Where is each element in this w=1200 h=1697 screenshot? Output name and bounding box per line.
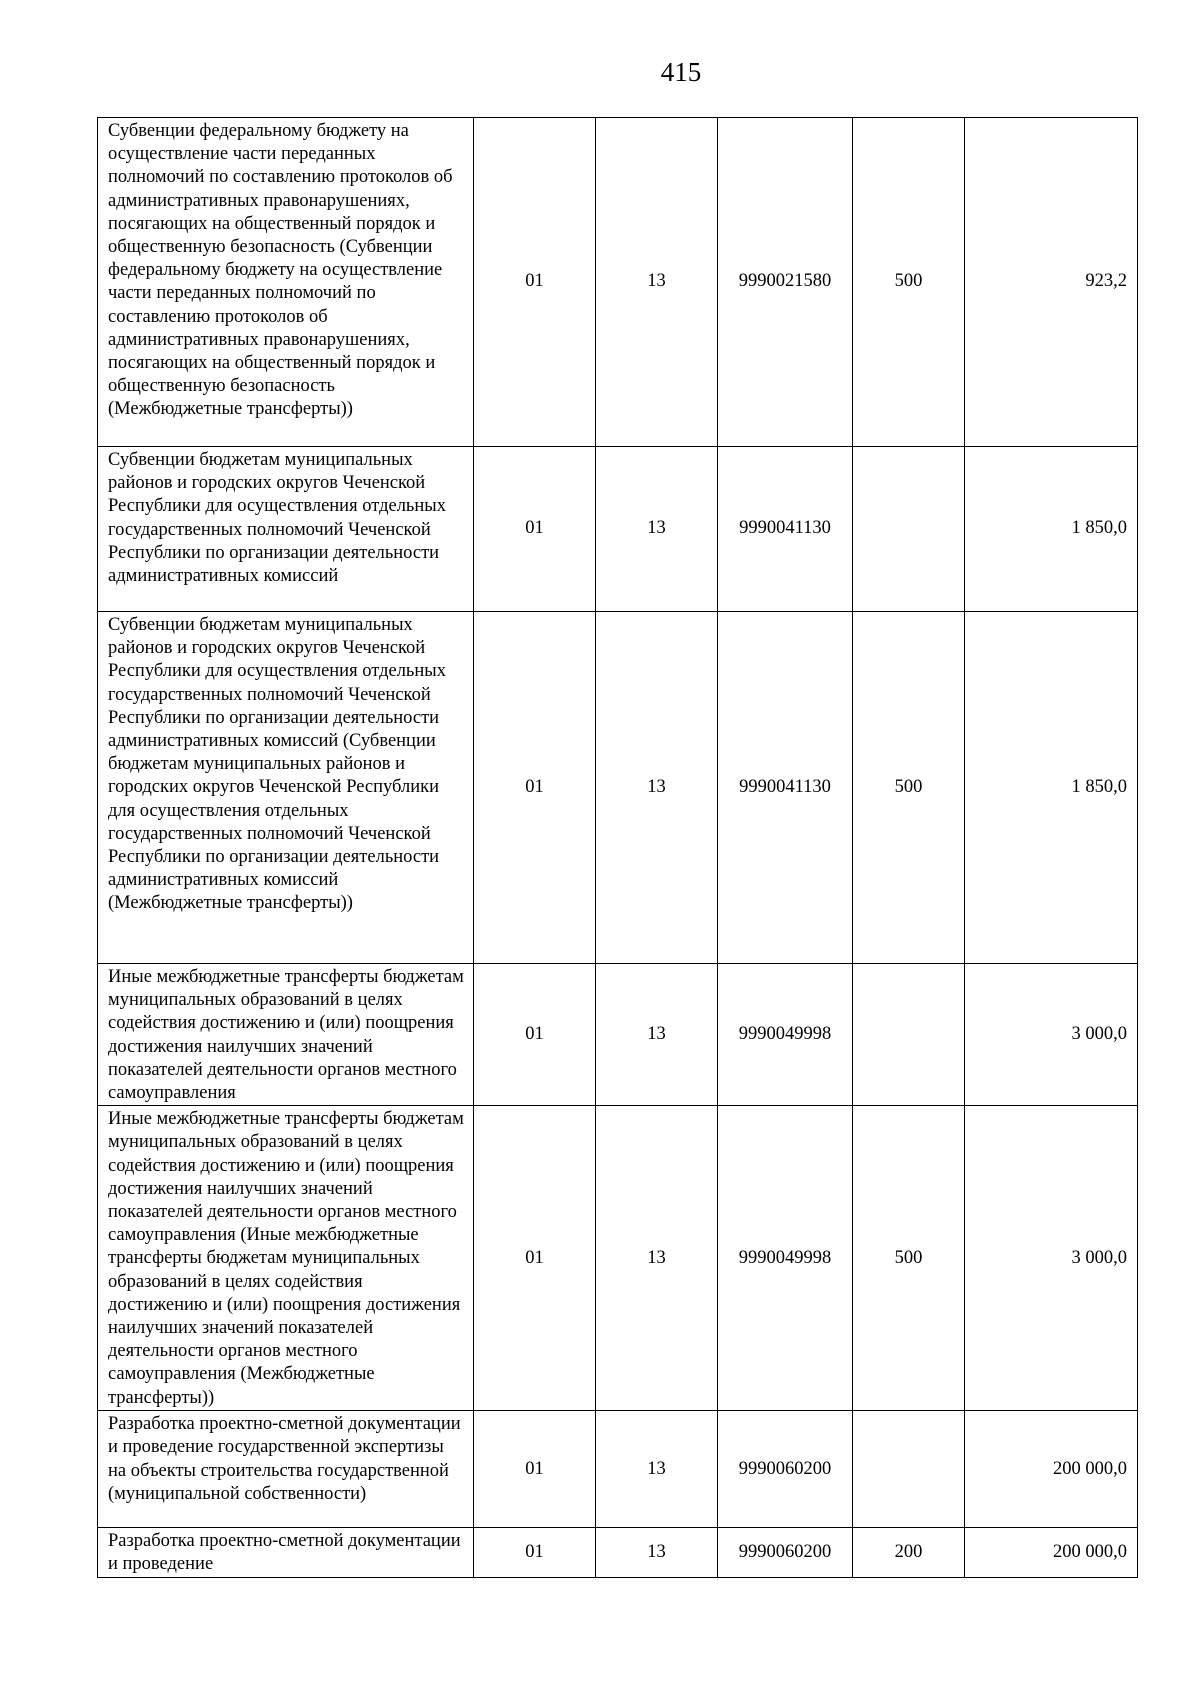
row-subsection: 13 [596, 447, 718, 612]
row-target-article: 9990021580 [718, 118, 853, 447]
row-section: 01 [474, 1411, 596, 1528]
row-description: Разработка проектно-сметной документации и проведение [98, 1528, 474, 1577]
row-amount: 3 000,0 [965, 964, 1138, 1106]
table-row [98, 1106, 1138, 1411]
row-subsection: 13 [596, 118, 718, 447]
page-number: 415 [660, 57, 702, 87]
row-amount: 200 000,0 [965, 1411, 1138, 1528]
row-amount: 923,2 [965, 118, 1138, 447]
row-target-article: 9990049998 [718, 1106, 853, 1411]
row-target-article: 9990049998 [718, 964, 853, 1106]
row-amount: 3 000,0 [965, 1106, 1138, 1411]
table-row [98, 447, 1138, 612]
row-description: Разработка проектно-сметной документации и проведение государственной экспертизы на объекты строительства государственной (муниципальной собственности) [98, 1411, 474, 1528]
row-description: Иные межбюджетные трансферты бюджетам муниципальных образований в целях содействия достижению и (или) поощрения достижения наилучших значений показателей деятельности органов местного самоуправления [98, 964, 474, 1106]
row-amount: 1 850,0 [965, 447, 1138, 612]
row-expense-type [853, 1411, 965, 1528]
row-description: Субвенции федеральному бюджету на осуществление части переданных полномочий по составлению протоколов об административных правонарушениях, посягающих на общественный порядок и общественную безопасность (Субвенции федеральному бюджету на осуществление части переданных полномочий по составлению протоколов об административных правонарушениях, посягающих на общественный порядок и общественную безопасность (Межбюджетные трансферты)) [98, 118, 474, 447]
row-subsection: 13 [596, 1528, 718, 1577]
row-target-article: 9990060200 [718, 1528, 853, 1577]
row-expense-type: 200 [853, 1528, 965, 1577]
table-row [98, 1528, 1138, 1577]
row-expense-type: 500 [853, 118, 965, 447]
row-target-article: 9990060200 [718, 1411, 853, 1528]
table-row [98, 118, 1138, 447]
row-amount: 1 850,0 [965, 612, 1138, 964]
row-section: 01 [474, 1106, 596, 1411]
row-amount: 200 000,0 [965, 1528, 1138, 1577]
row-expense-type: 500 [853, 1106, 965, 1411]
table-row [98, 964, 1138, 1106]
row-target-article: 9990041130 [718, 447, 853, 612]
row-section: 01 [474, 447, 596, 612]
row-subsection: 13 [596, 1411, 718, 1528]
row-section: 01 [474, 612, 596, 964]
row-expense-type: 500 [853, 612, 965, 964]
budget-table [97, 117, 1138, 1578]
table-row [98, 1411, 1138, 1528]
row-expense-type [853, 964, 965, 1106]
row-description: Субвенции бюджетам муниципальных районов и городских округов Чеченской Республики для осуществления отдельных государственных полномочий Чеченской Республики по организации деятельности административных комиссий (Субвенции бюджетам муниципальных районов и городских округов Чеченской Республики для осуществления отдельных государственных полномочий Чеченской Республики по организации деятельности административных комиссий (Межбюджетные трансферты)) [98, 612, 474, 964]
table-row [98, 612, 1138, 964]
row-section: 01 [474, 118, 596, 447]
row-target-article: 9990041130 [718, 612, 853, 964]
row-section: 01 [474, 1528, 596, 1577]
row-description: Субвенции бюджетам муниципальных районов и городских округов Чеченской Республики для осуществления отдельных государственных полномочий Чеченской Республики по организации деятельности административных комиссий [98, 447, 474, 612]
row-section: 01 [474, 964, 596, 1106]
row-subsection: 13 [596, 964, 718, 1106]
row-subsection: 13 [596, 612, 718, 964]
row-description: Иные межбюджетные трансферты бюджетам муниципальных образований в целях содействия достижению и (или) поощрения достижения наилучших значений показателей деятельности органов местного самоуправления (Иные межбюджетные трансферты бюджетам муниципальных образований в целях содействия достижению и (или) поощрения достижения наилучших значений показателей деятельности органов местного самоуправления (Межбюджетные трансферты)) [98, 1106, 474, 1411]
row-expense-type [853, 447, 965, 612]
row-subsection: 13 [596, 1106, 718, 1411]
